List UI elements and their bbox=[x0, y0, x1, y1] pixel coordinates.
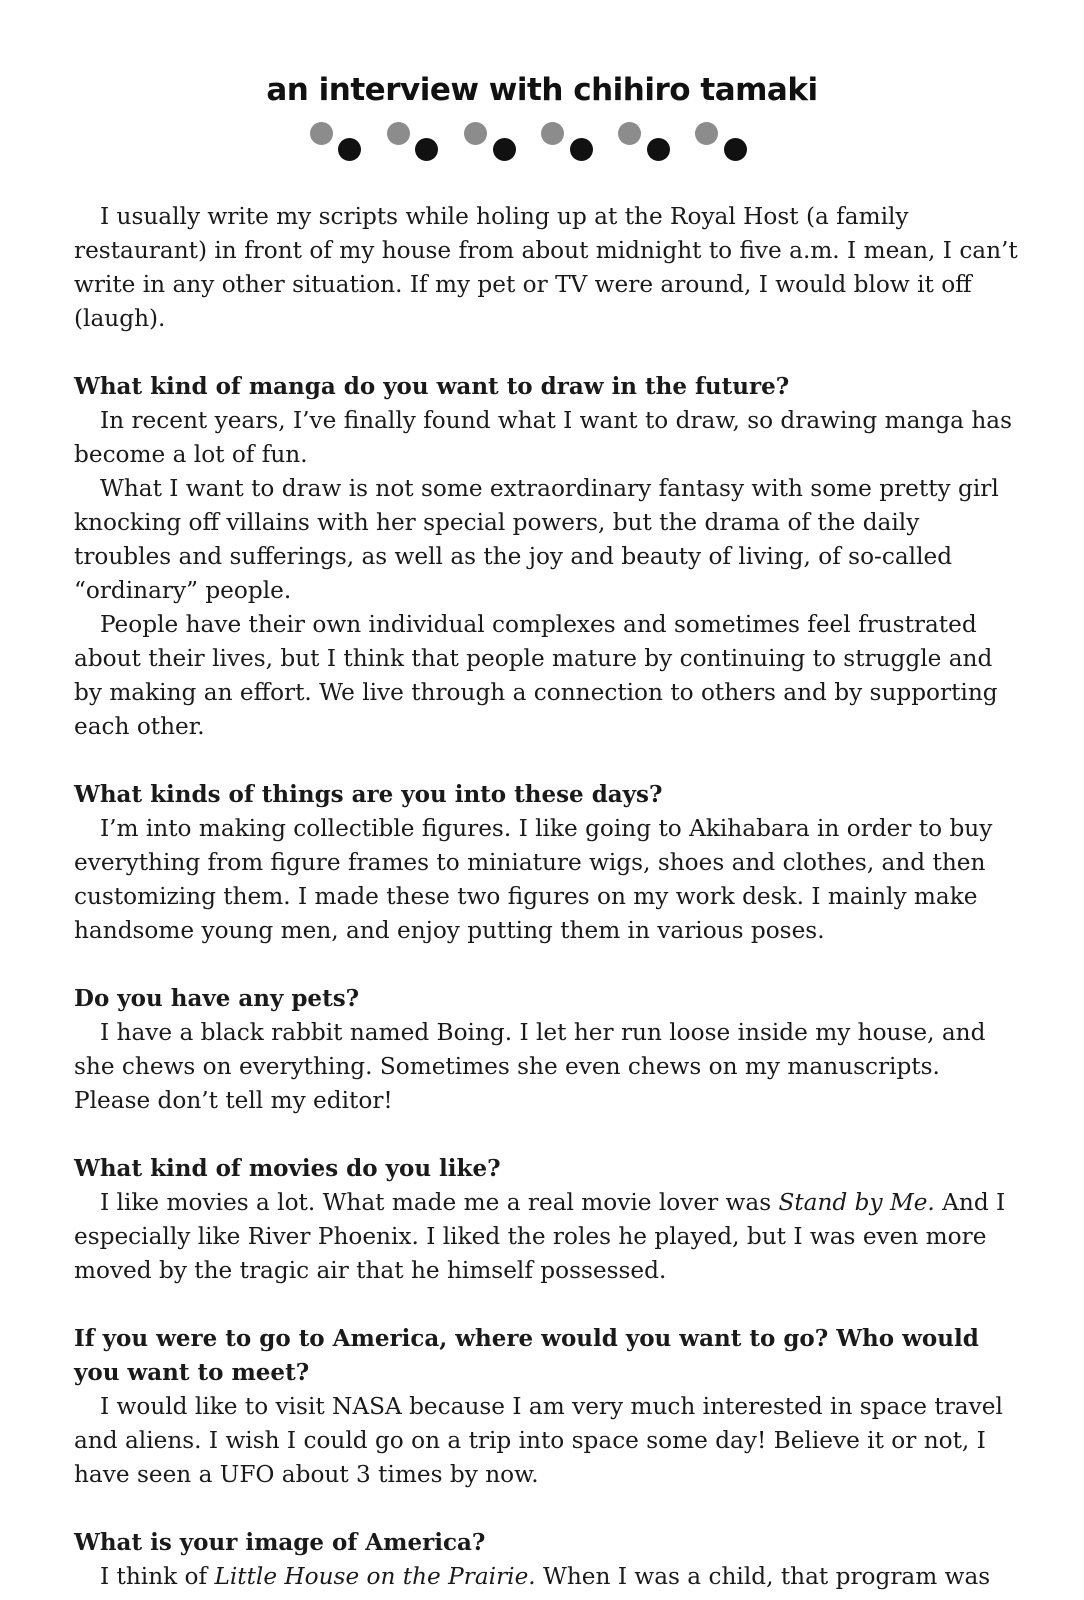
intro-paragraph: I usually write my scripts while holing up at the Royal Host (a family restaurant) in front of my house from about midnight to five a.m. I mean, I can’t write in any other situation. If my pet or TV were around, I would blow it off (laugh). bbox=[74, 203, 1018, 332]
question-heading: What kinds of things are you into these days? bbox=[74, 781, 663, 808]
answer-paragraph: I’m into making collectible figures. I like going to Akihabara in order to buy everything from figure frames to miniature wigs, shoes and clothes, and then customizing them. I made these two figures on my work desk. I mainly make handsome young men, and enjoy putting them in various poses. bbox=[74, 815, 993, 944]
page-title: an interview with chihiro tamaki bbox=[266, 72, 818, 108]
black-dot-icon bbox=[493, 138, 516, 161]
black-dot-icon bbox=[338, 138, 361, 161]
grey-dot-icon bbox=[387, 122, 410, 145]
answer-text: And I especially like River Phoenix. I liked the roles he played, but I was even more moved by the tragic air that he himself possessed. bbox=[74, 1189, 1006, 1284]
answer-paragraph bbox=[74, 1186, 1019, 1288]
answer-text: I like movies a lot. What made me a real movie lover was bbox=[100, 1189, 779, 1216]
grey-dot-icon bbox=[310, 122, 333, 145]
answer-text: I think of bbox=[100, 1563, 215, 1590]
movie-title: Stand by Me. bbox=[778, 1189, 935, 1216]
black-dot-icon bbox=[724, 138, 747, 161]
answer-text: When I was a child, that program was bbox=[535, 1563, 991, 1590]
grey-dot-icon bbox=[695, 122, 718, 145]
answer-paragraph: What I want to draw is not some extraordinary fantasy with some pretty girl knocking off villains with her special powers, but the drama of the daily troubles and sufferings, as well as the joy and beauty of living, of so-called “ordinary” people. bbox=[74, 475, 999, 604]
black-dot-icon bbox=[415, 138, 438, 161]
answer-paragraph: In recent years, I’ve finally found what I want to draw, so drawing manga has become a lot of fun. bbox=[74, 407, 1013, 468]
answer-paragraph: I have a black rabbit named Boing. I let her run loose inside my house, and she chews on everything. Sometimes she even chews on my manuscripts. Please don’t tell my editor! bbox=[74, 1019, 986, 1114]
answer-paragraph bbox=[74, 1560, 1019, 1594]
question-heading: Do you have any pets? bbox=[74, 985, 360, 1012]
decorative-dots bbox=[310, 122, 770, 172]
grey-dot-icon bbox=[464, 122, 487, 145]
question-heading: What kind of movies do you like? bbox=[74, 1155, 501, 1182]
black-dot-icon bbox=[647, 138, 670, 161]
black-dot-icon bbox=[570, 138, 593, 161]
answer-paragraph: People have their own individual complexes and sometimes feel frustrated about their lives, but I think that people mature by continuing to struggle and by making an effort. We live through a connection to others and by supporting each other. bbox=[74, 611, 998, 740]
show-title: Little House on the Prairie. bbox=[214, 1563, 536, 1590]
question-heading: What kind of manga do you want to draw in the future? bbox=[74, 373, 790, 400]
question-heading: If you were to go to America, where would you want to go? Who would you want to meet? bbox=[74, 1325, 979, 1386]
grey-dot-icon bbox=[618, 122, 641, 145]
question-heading: What is your image of America? bbox=[74, 1529, 486, 1556]
answer-paragraph: I would like to visit NASA because I am very much interested in space travel and aliens. I wish I could go on a trip into space some day! Believe it or not, I have seen a UFO about 3 times by now. bbox=[74, 1393, 1003, 1488]
interview-body bbox=[74, 200, 1019, 1594]
grey-dot-icon bbox=[541, 122, 564, 145]
